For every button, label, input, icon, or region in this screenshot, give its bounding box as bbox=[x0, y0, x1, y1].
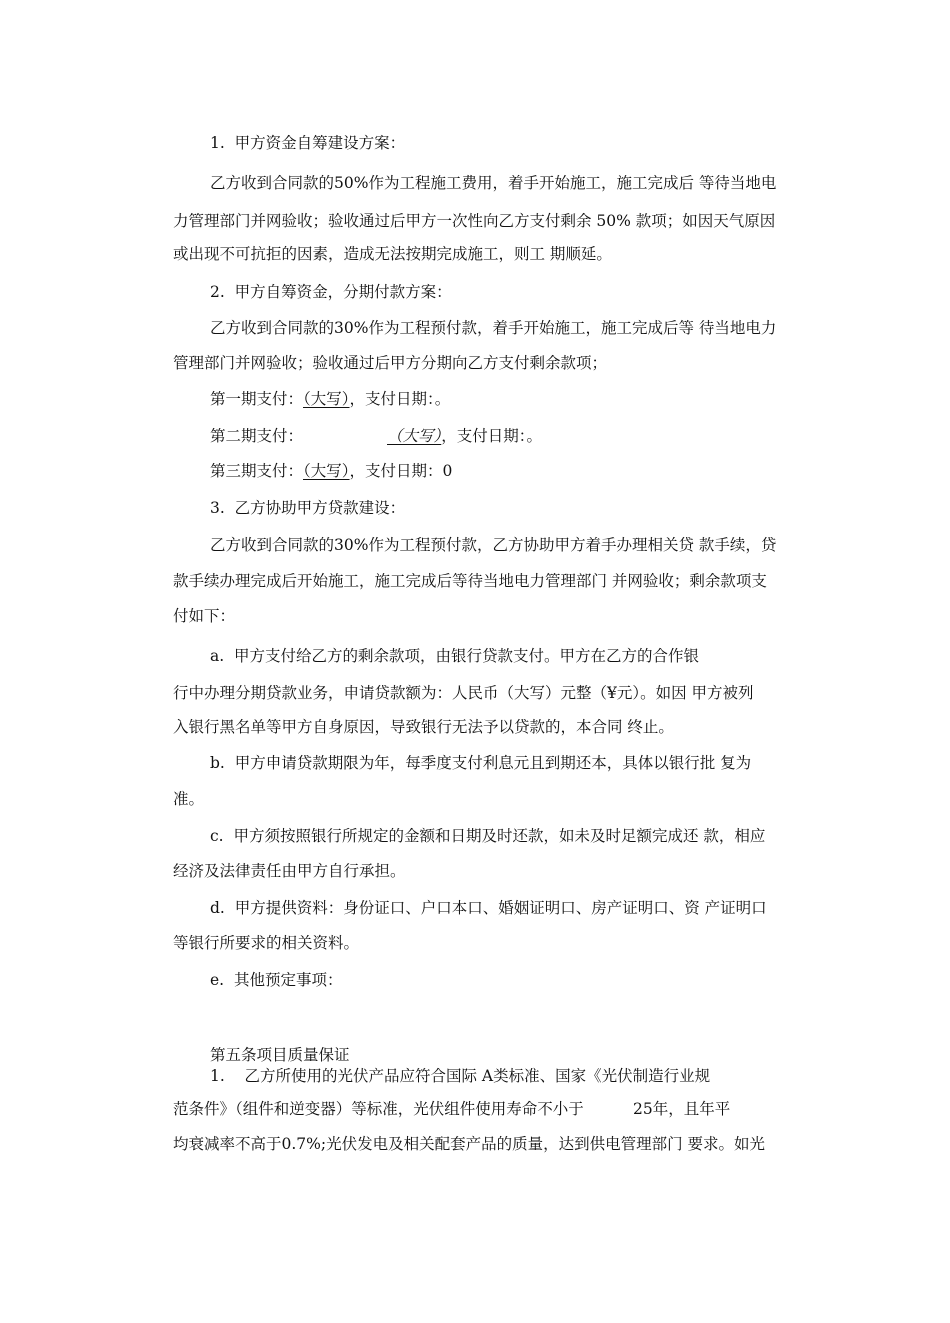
payment-date: ，支付日期：。 bbox=[441, 427, 543, 445]
paragraph-line: 经济及法律责任由甲方自行承担。 bbox=[173, 862, 406, 880]
payment-label: 第一期支付： bbox=[210, 390, 304, 408]
paragraph-line: 付如下： bbox=[173, 607, 236, 625]
item-c-line: c. 甲方须按照银行所规定的金额和日期及时还款，如未及时足额完成还 款，相应 bbox=[210, 827, 766, 845]
section-heading-2: 2. 甲方自筹资金，分期付款方案： bbox=[210, 283, 452, 301]
amount-blank: （大写） bbox=[303, 462, 350, 480]
paragraph-line: 行中办理分期贷款业务，申请贷款额为：人民币（大写）元整（¥元）。如因 甲方被列 bbox=[173, 684, 754, 702]
paragraph-line: 乙方收到合同款的30%作为工程预付款，着手开始施工，施工完成后等 待当地电力 bbox=[210, 319, 777, 337]
paragraph-line: 准。 bbox=[173, 790, 205, 808]
payment-date: ，支付日期：。 bbox=[349, 390, 451, 408]
paragraph-line: 乙方收到合同款的30%作为工程预付款，乙方协助甲方着手办理相关贷 款手续，贷 bbox=[210, 536, 777, 554]
paragraph-line: 1. 乙方所使用的光伏产品应符合国际 A类标准、国家《光伏制造行业规 bbox=[210, 1067, 711, 1085]
section-heading-3: 3. 乙方协助甲方贷款建设： bbox=[210, 499, 406, 517]
paragraph-line: 均衰减率不高于0.7%;光伏发电及相关配套产品的质量，达到供电管理部门 要求。如光 bbox=[173, 1135, 766, 1153]
item-b-line: b. 甲方申请贷款期限为年，每季度支付利息元且到期还本，具体以银行批 复为 bbox=[210, 754, 752, 772]
payment-date: ，支付日期：0 bbox=[349, 462, 453, 480]
paragraph-line: 入银行黑名单等甲方自身原因，导致银行无法予以贷款的，本合同 终止。 bbox=[173, 718, 674, 736]
item-d-line: d. 甲方提供资料：身份证口、户口本口、婚姻证明口、房产证明口、资 产证明口 bbox=[210, 899, 767, 917]
paragraph-line: 力管理部门并网验收；验收通过后甲方一次性向乙方支付剩余 50% 款项；如因天气原因 bbox=[173, 212, 776, 230]
paragraph-line: 乙方收到合同款的50%作为工程施工费用，着手开始施工，施工完成后 等待当地电 bbox=[210, 174, 777, 192]
paragraph-line: 款手续办理完成后开始施工，施工完成后等待当地电力管理部门 并网验收；剩余款项支 bbox=[173, 572, 767, 590]
amount-blank: （大写） bbox=[303, 390, 350, 408]
payment-line-2 bbox=[210, 426, 542, 446]
section-heading-1: 1. 甲方资金自筹建设方案： bbox=[210, 134, 406, 152]
amount-blank: （大写） bbox=[387, 427, 442, 445]
paragraph-line: 范条件》（组件和逆变器）等标准，光伏组件使用寿命不小于 25年，且年平 bbox=[173, 1100, 731, 1118]
payment-label: 第二期支付： bbox=[210, 427, 304, 445]
item-e-line: e. 其他预定事项： bbox=[210, 971, 343, 989]
item-a-line: a. 甲方支付给乙方的剩余款项，由银行贷款支付。甲方在乙方的合作银 bbox=[210, 647, 700, 665]
paragraph-line: 或出现不可抗拒的因素，造成无法按期完成施工，则工 期顺延。 bbox=[173, 245, 612, 263]
payment-line-3 bbox=[210, 461, 452, 481]
article-heading: 第五条项目质量保证 bbox=[210, 1046, 350, 1064]
paragraph-line: 管理部门并网验收；验收通过后甲方分期向乙方支付剩余款项； bbox=[173, 354, 608, 372]
payment-label: 第三期支付： bbox=[210, 462, 304, 480]
payment-line-1 bbox=[210, 389, 450, 409]
paragraph-line: 等银行所要求的相关资料。 bbox=[173, 934, 360, 952]
